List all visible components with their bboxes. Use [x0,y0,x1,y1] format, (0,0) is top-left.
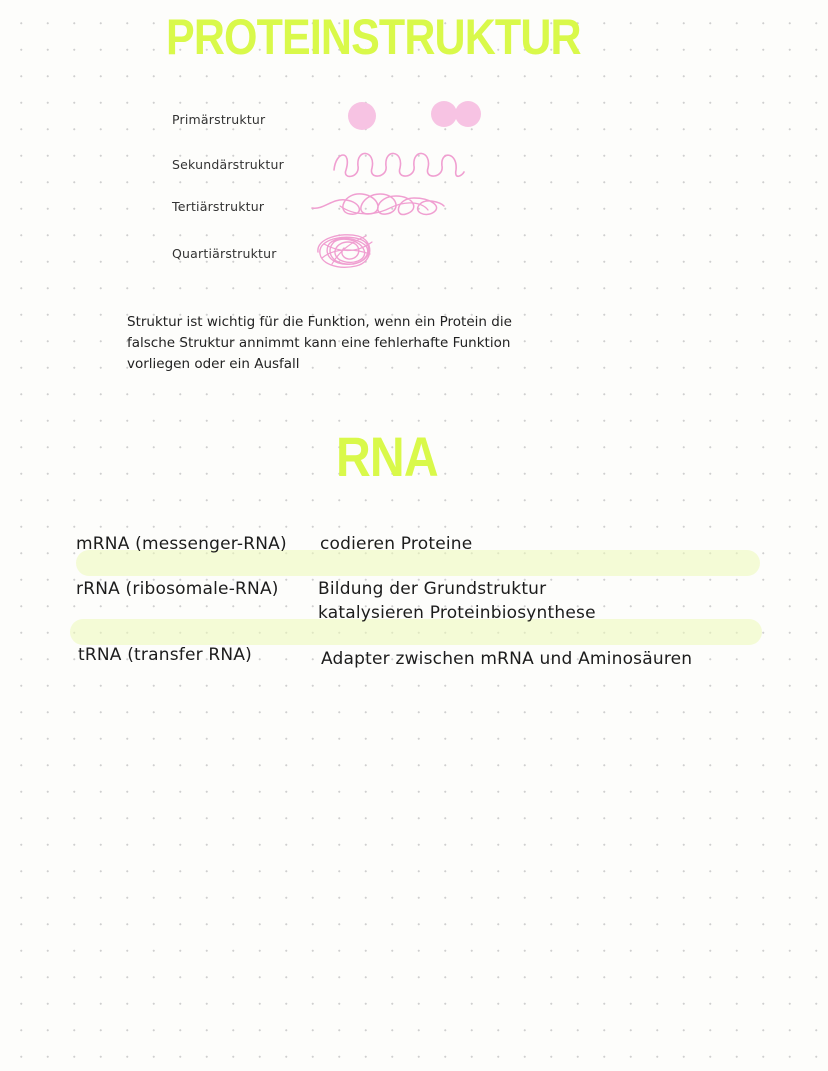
rna-section-title: RNA [336,425,438,488]
primary-structure-drawing [344,98,489,134]
rrna-function-line-1: Bildung der Grundstruktur [318,579,547,599]
trna-name: tRNA (transfer RNA) [78,645,252,665]
mrna-name: mRNA (messenger-RNA) [76,534,287,554]
note-line-3: vorliegen oder ein Ausfall [127,356,300,372]
primary-structure-label: Primärstruktur [172,112,266,127]
mrna-function: codieren Proteine [320,534,473,554]
secondary-structure-label: Sekundärstruktur [172,157,284,172]
note-line-2: falsche Struktur annimmt kann eine fehlerhafte Funktion [127,335,511,351]
rrna-name: rRNA (ribosomale-RNA) [76,579,279,599]
note-line-1: Struktur ist wichtig für die Funktion, wenn ein Protein die [127,314,512,330]
page-title: PROTEINSTRUKTUR [166,9,581,65]
tertiary-structure-label: Tertiärstruktur [172,199,265,214]
rrna-function-line-2: katalysieren Proteinbiosynthese [318,603,596,623]
quaternary-structure-label: Quartiärstruktur [172,246,277,261]
quaternary-structure-drawing [312,228,378,272]
structure-function-note [127,312,627,375]
secondary-structure-drawing [330,146,470,186]
trna-function: Adapter zwischen mRNA und Aminosäuren [321,649,693,669]
tertiary-structure-drawing [310,186,450,226]
